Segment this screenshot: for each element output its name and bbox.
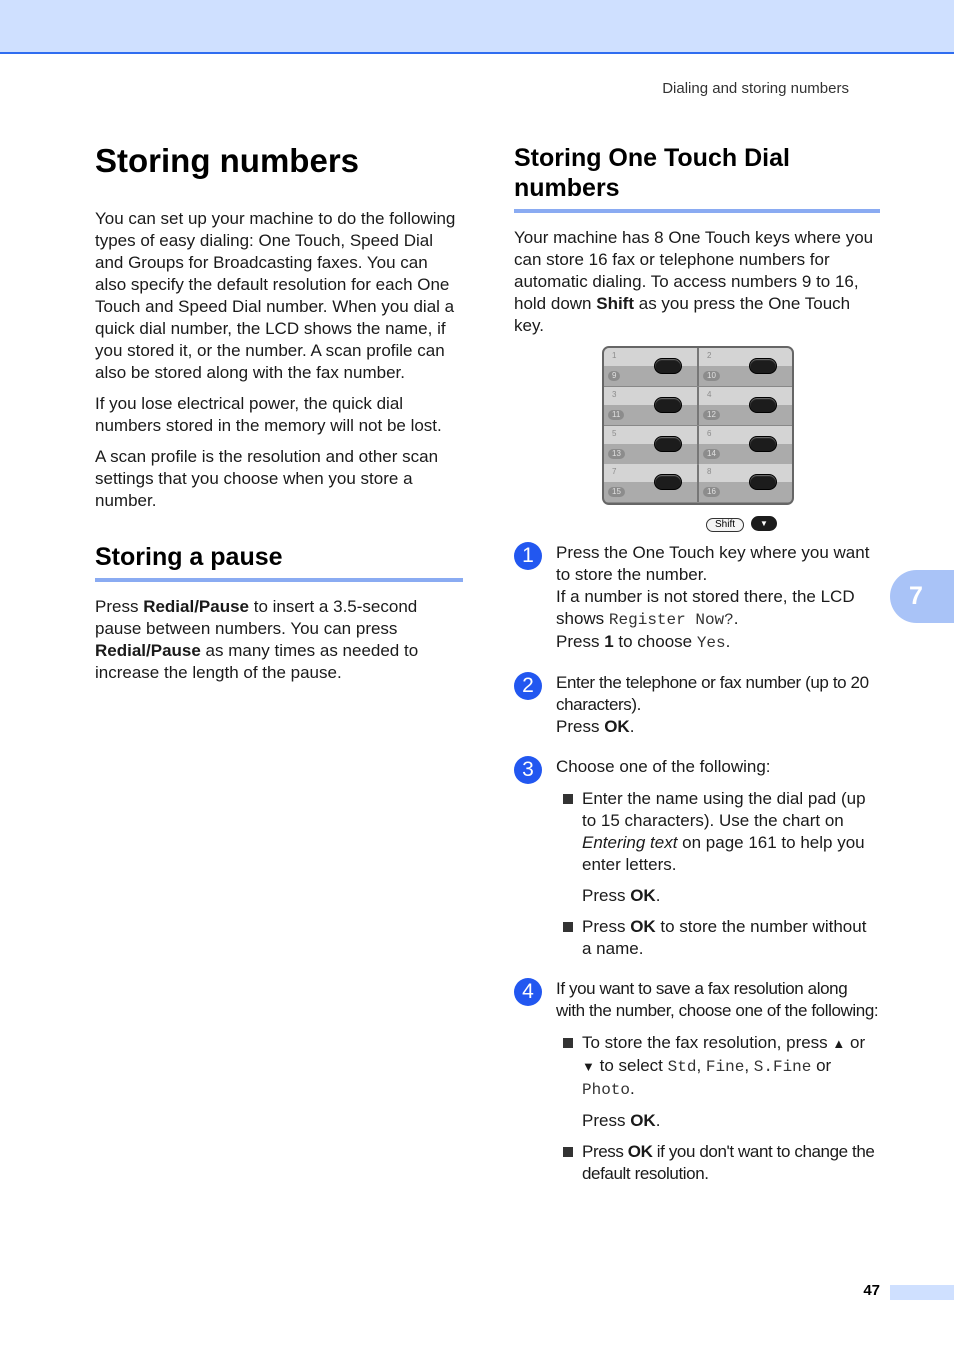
keypad-row — [604, 464, 792, 503]
one-touch-heading: Storing One Touch Dial numbers — [514, 143, 880, 213]
step-text: Press the One Touch key where you want to store the number. — [556, 543, 870, 584]
shift-key-text: Shift — [596, 294, 635, 313]
bullet-square-icon — [563, 922, 573, 932]
step-4 — [514, 978, 880, 1185]
lcd-text: Yes — [696, 634, 726, 652]
step-number-badge: 4 — [514, 978, 542, 1006]
key-number-primary: 7 — [612, 467, 617, 477]
step-number-badge: 2 — [514, 672, 542, 700]
key-label-strip — [604, 348, 697, 366]
key-label-strip — [604, 387, 697, 405]
page-number: 47 — [863, 1282, 880, 1299]
key-number-primary: 6 — [707, 428, 712, 438]
one-touch-key-cell — [604, 348, 697, 386]
key-label-strip — [699, 464, 792, 482]
down-arrow-key: ▼ — [751, 516, 777, 531]
redial-pause-key: Redial/Pause — [143, 597, 250, 616]
key-number-primary: 3 — [612, 389, 617, 399]
footer-bar — [890, 1285, 954, 1300]
keypad-row — [604, 426, 792, 465]
key-number-primary: 1 — [612, 351, 617, 360]
one-touch-key-cell — [699, 387, 792, 425]
one-touch-key — [749, 397, 777, 413]
key-number-shift: 10 — [703, 371, 720, 381]
step-text: Press OK. — [556, 717, 635, 736]
redial-pause-key: Redial/Pause — [95, 641, 201, 660]
one-touch-key — [654, 474, 682, 490]
key-label-strip — [604, 426, 697, 444]
list-item: Enter the name using the dial pad (up to 15 characters). Use the chart on Entering text on page 161 to help you enter letters. Press OK. — [556, 788, 880, 907]
key-number-shift: 16 — [703, 487, 720, 497]
key-label-strip — [699, 348, 792, 366]
key-number-shift: 11 — [608, 410, 624, 420]
one-touch-key-cell — [699, 464, 792, 502]
one-touch-key-cell — [604, 426, 697, 464]
pause-heading: Storing a pause — [95, 542, 463, 582]
page-title: Storing numbers — [95, 142, 360, 179]
keypad-row — [604, 348, 792, 387]
step-3 — [514, 756, 880, 960]
one-touch-key-cell — [604, 464, 697, 502]
key-label-strip — [699, 426, 792, 444]
step-number-badge: 3 — [514, 756, 542, 784]
one-touch-key-cell — [699, 426, 792, 464]
one-touch-keypad — [602, 346, 794, 505]
key-number-shift: 14 — [703, 449, 720, 459]
keypad-row — [604, 387, 792, 426]
one-touch-key — [749, 474, 777, 490]
key-number-shift: 9 — [608, 371, 620, 381]
one-touch-intro: Your machine has 8 One Touch keys where you can store 16 fax or telephone numbers for automatic dialing. To access numbers 9 to 16, hold down Shift as you press the One Touch key. — [514, 228, 874, 335]
bullet-square-icon — [563, 1147, 573, 1157]
option-list — [556, 1032, 880, 1185]
running-title: Dialing and storing numbers — [662, 80, 849, 97]
step-2 — [514, 672, 880, 738]
one-touch-key — [654, 397, 682, 413]
step-1 — [514, 542, 880, 654]
one-touch-key-cell — [604, 387, 697, 425]
key-number-primary: 8 — [707, 467, 712, 477]
header-band — [0, 0, 954, 54]
step-text: If a number is not stored there, the LCD shows Register Now?. — [556, 587, 855, 629]
down-arrow-icon: ▼ — [582, 1059, 595, 1074]
key-label-strip — [604, 464, 697, 482]
option-list — [556, 788, 880, 960]
left-column — [95, 140, 463, 693]
step-text: Enter the telephone or fax number (up to 20 characters). — [556, 673, 869, 714]
pause-paragraph: Press Redial/Pause to insert a 3.5-second pause between numbers. You can press Redial/Pause as many times as needed to increase the length of the pause. — [95, 597, 419, 682]
list-item: To store the fax resolution, press ▲ or ▼ to select Std, Fine, S.Fine or Photo. Press OK. — [556, 1032, 880, 1132]
key-number-shift: 15 — [608, 487, 625, 497]
right-column — [514, 143, 880, 1203]
one-touch-key — [654, 436, 682, 452]
intro-paragraph-3: A scan profile is the resolution and other scan settings that you choose when you store a number. — [95, 447, 439, 510]
step-text: Choose one of the following: — [556, 757, 771, 776]
key-number-primary: 5 — [612, 428, 617, 438]
step-text: Press 1 to choose Yes. — [556, 632, 731, 652]
shift-key: Shift — [706, 518, 744, 532]
list-item: Press OK to store the number without a name. — [556, 916, 880, 960]
one-touch-keypad-illustration — [514, 346, 880, 542]
one-touch-key — [749, 436, 777, 452]
one-touch-key — [654, 358, 682, 374]
step-number-badge: 1 — [514, 542, 542, 570]
lcd-text: Register Now? — [608, 611, 734, 629]
chapter-tab: 7 — [890, 570, 954, 623]
intro-paragraph-2: If you lose electrical power, the quick dial numbers stored in the memory will not be lost. — [95, 394, 442, 435]
intro-paragraph-1: You can set up your machine to do the following types of easy dialing: One Touch, Speed Dial and Groups for Broadcasting faxes. You can also specify the default resolution for each One Touch and Speed Dial number. When you dial a quick dial number, the LCD shows the name, if you stored it, or the number. A scan profile can also be stored along with the fax number. — [95, 209, 456, 382]
one-touch-key — [749, 358, 777, 374]
key-number-shift: 12 — [703, 410, 720, 420]
key-number-primary: 2 — [707, 351, 712, 360]
key-label-strip — [699, 387, 792, 405]
up-arrow-icon: ▲ — [832, 1036, 846, 1051]
bullet-square-icon — [563, 1038, 573, 1048]
step-text: If you want to save a fax resolution along with the number, choose one of the following: — [556, 979, 879, 1020]
bullet-square-icon — [563, 794, 573, 804]
list-item: Press OK if you don't want to change the default resolution. — [556, 1141, 880, 1185]
one-touch-key-cell — [699, 348, 792, 386]
key-number-primary: 4 — [707, 389, 712, 399]
key-number-shift: 13 — [608, 449, 625, 459]
